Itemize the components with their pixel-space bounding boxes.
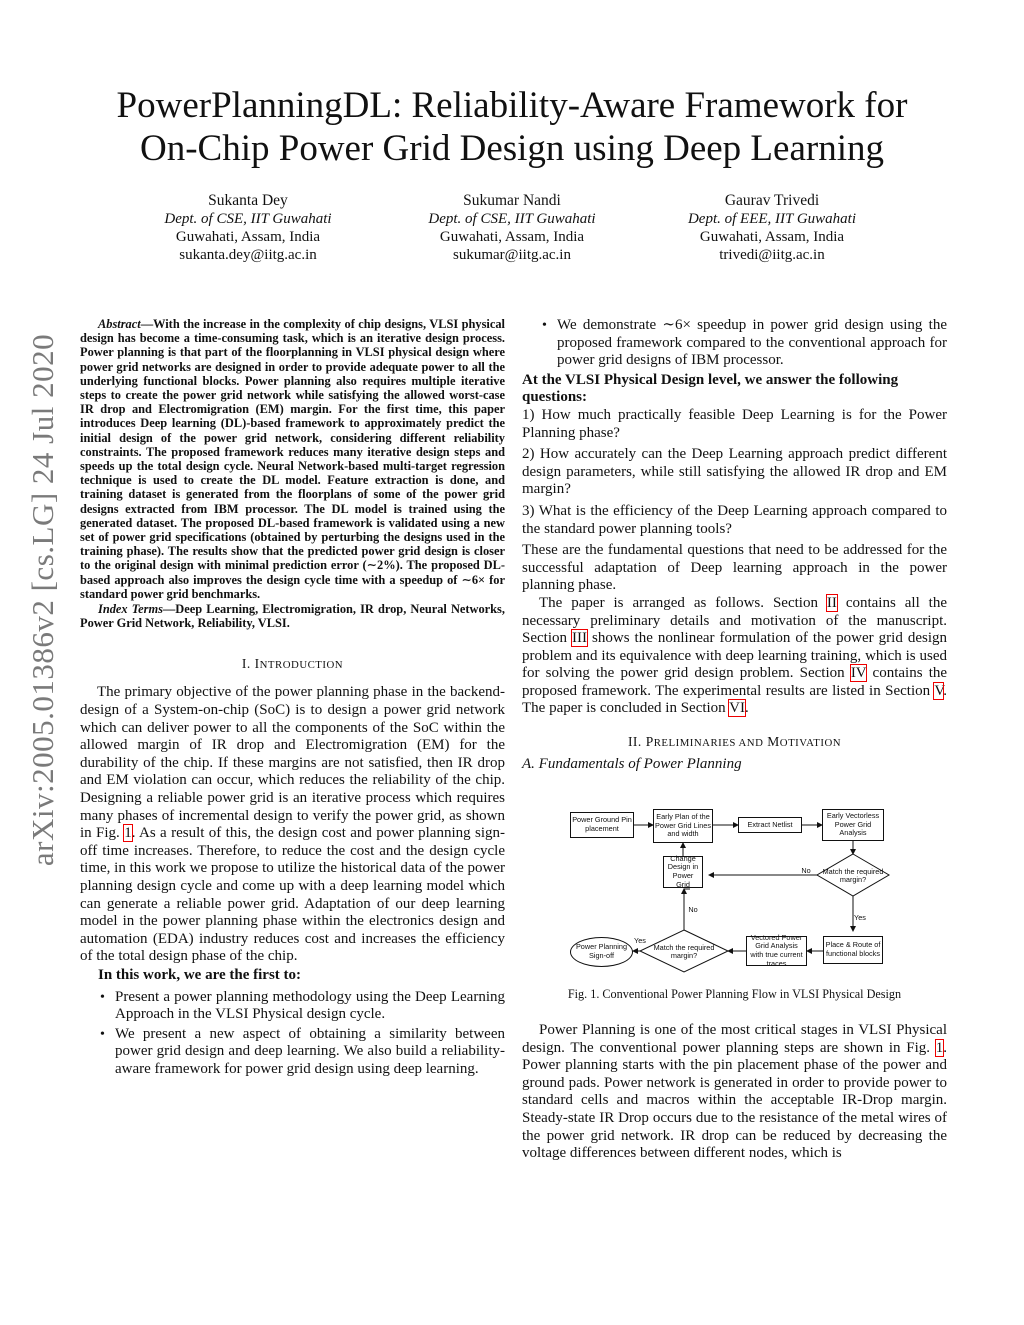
title-line-1: PowerPlanningDL: Reliability-Aware Framework for xyxy=(116,85,908,126)
index-terms-label: Index Terms xyxy=(98,602,163,617)
early-plan-box: Early Plan of the Power Grid Lines and width xyxy=(653,809,713,843)
section-ref-link[interactable]: IV xyxy=(850,665,867,682)
author-dept: Dept. of CSE, IIT Guwahati xyxy=(428,211,596,227)
abstract xyxy=(80,317,505,601)
extract-netlist-box: Extract Netlist xyxy=(738,817,802,833)
vectorless-analysis-box: Early Vectorless Power Grid Analysis xyxy=(822,809,884,841)
abstract-text: —With the increase in the complexity of chip designs, VLSI physical design has become a time-consuming task, which is an iterative design process. Power planning is that part of the floorplanning in VLSI physical design where power grid networks are designed in order to provide adequate power to all the underlying functional blocks. Power planning also requires multiple iterative steps to create the power grid network while satisfying the allowed worst-case IR drop and Electromigration (EM) margin. For the first time, this paper introduces Deep learning (DL)-based framework to approximately predict the initial design of the power grid network, considering different reliability constraints. The proposed framework reduces many iterative design steps and speeds up the total design cycle. Neural Network-based multi-target regression technique is used to create the DL model. Feature extraction is done, and training dataset is generated from the floorplans of some of the power grid designs extracted from IBM processor. The DL model is trained using the generated dataset. The proposed DL-based framework is validated using a new set of power grid specifications (obtained by perturbing the designs used in the training phase). The results show that the predicted power grid design is closer to the original design with minimal prediction error (∼2%). The proposed DL-based approach also improves the design cycle time with a speedup of ∼6× for standard power grid benchmarks. xyxy=(80,317,505,601)
author-dept: Dept. of CSE, IIT Guwahati xyxy=(164,211,332,227)
section-ref-link[interactable]: VI xyxy=(729,700,745,717)
author-dept: Dept. of EEE, IIT Guwahati xyxy=(687,211,857,227)
index-terms-text: —Deep Learning, Electromigration, IR drop, Neural Networks, Power Grid Network, Reliability, VLSI. xyxy=(80,602,505,631)
author-1 xyxy=(118,192,378,264)
author-3 xyxy=(642,192,902,264)
decision-label: Match the required margin? xyxy=(653,943,715,961)
vectored-analysis-box: Vectored Power Grid Analysis with true current traces xyxy=(746,936,807,966)
contributions-list xyxy=(80,989,505,1079)
list-item: • We present a new aspect of obtaining a similarity between power grid design and deep learning. We also build a reliability-aware framework for power grid design using deep learning. xyxy=(80,1026,505,1079)
power-planning-paragraph: Power Planning is one of the most critical stages in VLSI Physical design. The conventional power planning steps are shown in Fig. 1. Power planning starts with the pin placement phase of the power and ground pads. Power network is generated in order to provide power to standard cells and macros within the acceptable IR-Drop margin. Steady-state IR Drop occurs due to the resistance of the metal wires of the power grid network. IR drop can be reduced by decreasing the voltage differences between different nodes, which is xyxy=(522,1022,948,1162)
question-2: 2) How accurately can the Deep Learning approach predict different design parameters, while still satisfying the allowed IR drop and EM margin? xyxy=(522,446,947,498)
figure-caption: Fig. 1. Conventional Power Planning Flow in VLSI Physical Design xyxy=(567,987,902,1002)
author-email[interactable]: sukumar@iitg.ac.in xyxy=(453,247,571,263)
contributions-list-cont xyxy=(522,317,947,370)
subsection-heading: A. Fundamentals of Power Planning xyxy=(522,756,742,773)
section-ref-link[interactable]: V xyxy=(934,682,944,699)
section-heading-preliminaries: II. PRELIMINARIES AND MOTIVATION xyxy=(627,734,842,750)
author-name: Gaurav Trivedi xyxy=(724,192,820,209)
author-location: Guwahati, Assam, India xyxy=(439,229,585,245)
figure-ref-link[interactable]: 1 xyxy=(935,1039,944,1056)
list-item: • Present a power planning methodology using the Deep Learning Approach in the VLSI Physical design cycle. xyxy=(80,989,505,1024)
paper-title xyxy=(60,84,964,170)
author-2 xyxy=(382,192,642,264)
section-ref-link[interactable]: II xyxy=(826,594,837,611)
list-item: • We demonstrate ∼6× speedup in power grid design using the proposed framework compared to the conventional approach for power grid designs of IBM processor. xyxy=(522,317,947,370)
contributions-heading: In this work, we are the first to: xyxy=(98,966,302,983)
yes-label: Yes xyxy=(854,913,866,923)
right-column xyxy=(522,317,947,1163)
author-location: Guwahati, Assam, India xyxy=(699,229,845,245)
yes-label: Yes xyxy=(634,936,646,946)
author-email[interactable]: sukanta.dey@iitg.ac.in xyxy=(179,247,317,263)
organization-paragraph: The paper is arranged as follows. Section II contains all the necessary preliminary details and motivation of the manuscript. Section III shows the nonlinear formulation of the power grid design problem and its equivalence with deep learning training, which is used for solving the power grid design problem. Section IV contains the proposed framework. The experimental results are listed in Section V. The paper is concluded in Section VI. xyxy=(522,594,948,717)
section-ref-link[interactable]: III xyxy=(572,630,588,647)
left-column xyxy=(80,317,505,1081)
questions-heading: At the VLSI Physical Design level, we answer the following questions: xyxy=(522,371,899,406)
author-name: Sukumar Nandi xyxy=(463,192,561,209)
question-3: 3) What is the efficiency of the Deep Learning approach compared to the standard power planning tools? xyxy=(522,502,947,537)
author-location: Guwahati, Assam, India xyxy=(175,229,321,245)
signoff-ellipse: Power Planning Sign-off xyxy=(570,937,633,967)
figure-ref-link[interactable]: 1 xyxy=(124,825,132,842)
fundamental-paragraph: These are the fundamental questions that need to be addressed for the successful adaptation of Deep learning approach in the power planning phase. xyxy=(522,542,947,594)
change-design-box: Change Design in Power Grid xyxy=(663,856,703,888)
decision-label: Match the required margin? xyxy=(822,867,884,885)
section-heading-introduction: I. INTRODUCTION xyxy=(241,656,344,672)
no-label: No xyxy=(801,866,811,876)
pin-placement-box: Power Ground Pin placement xyxy=(570,812,634,838)
no-label: No xyxy=(688,905,698,915)
index-terms xyxy=(80,602,505,630)
intro-paragraph: The primary objective of the power planning phase in the backend-design of a System-on-chip (SoC) is to design a power grid network which can deliver power to all the components of the SoC within the allowed margin of IR drop and Electromigration (EM) for the durability of the chip. If these margins are not satisfied, then IR drop and EM violation can occur, which reduces the reliability of the chip. Designing a reliable power grid is an iterative process which requires many phases of incremental design to verify the power grid, as shown in Fig. 1. As a result of this, the design cost and power planning sign-off time increases. Therefore, to reduce the cost and the design cycle time, in this work we propose to utilize the historical data of the power planning design cycle and come up with a deep learning model which can generate a reliable power grid. Adaptation of our deep learning model in the power planning phase within the electronics design and automation (EDA) industry reduces cost and increases the efficiency of the total design phase of the chip. xyxy=(80,684,506,965)
abstract-label: Abstract xyxy=(98,317,141,331)
place-route-box: Place & Route of functional blocks xyxy=(823,936,883,964)
author-email[interactable]: trivedi@iitg.ac.in xyxy=(719,247,825,263)
title-line-2: On-Chip Power Grid Design using Deep Learning xyxy=(140,128,884,169)
question-1: 1) How much practically feasible Deep Learning is for the Power Planning phase? xyxy=(522,406,947,441)
author-name: Sukanta Dey xyxy=(208,192,288,209)
flowchart-figure xyxy=(522,795,947,983)
